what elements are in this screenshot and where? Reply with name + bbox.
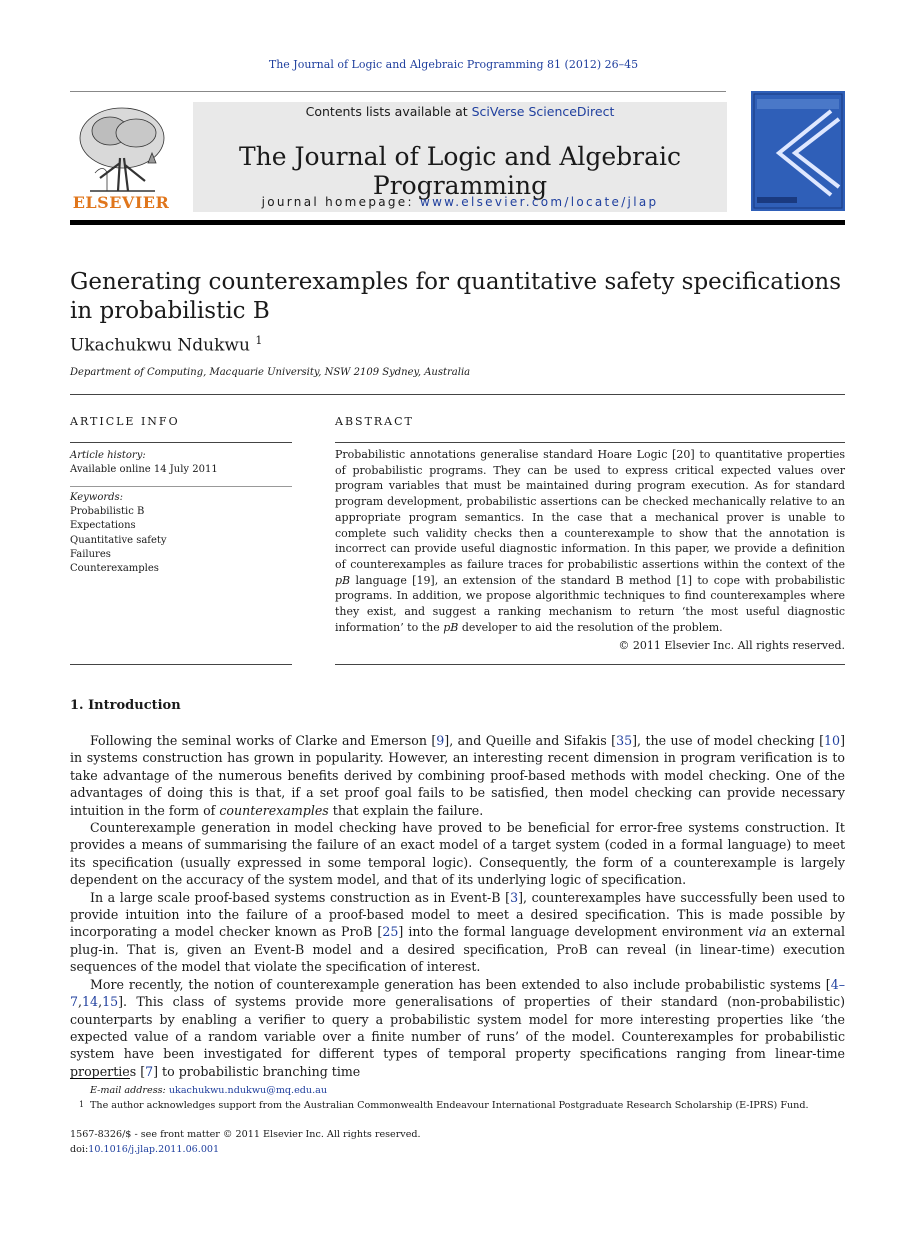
author-footnote-marker[interactable]: 1 (255, 334, 263, 347)
keyword: Failures (70, 548, 111, 560)
keyword: Quantitative safety (70, 534, 167, 546)
introduction-body (70, 732, 845, 1080)
doi-link[interactable]: 10.1016/j.jlap.2011.06.001 (88, 1144, 220, 1155)
footnote-marker: 1 (79, 1100, 85, 1109)
abstract-pb-term: pB (335, 573, 351, 587)
homepage-line (193, 195, 727, 209)
email-footnote (70, 1083, 845, 1098)
divider (70, 486, 292, 487)
history-value: Available online 14 July 2011 (70, 464, 218, 475)
email-label: E-mail address: (90, 1085, 169, 1096)
divider (335, 442, 845, 443)
author-text: Ukachukwu Ndukwu (70, 335, 250, 356)
footnote-rule (70, 1078, 130, 1079)
abstract-part: language [19], an extension of the standard B method [1] to cope with probabilistic programs. In addition, we propose algorithmic techniques to find counterexamples where they exist, and suggest a ranking mechanism to return ‘the most useful diagnostic information’ to the (335, 573, 845, 634)
paragraph: Counterexample generation in model checking have proved to be beneficial for error-free systems construction. It provides a means of summarising the failure of an exact model of a target system (coded in a formal language) to meet its specification (usually expressed in some temporal logic). Consequently, the form of a counterexample is largely dependent on the accuracy of the system model, and that of its underlying logic of specification. (70, 820, 845, 888)
abstract-text (335, 447, 845, 635)
section-heading-introduction: 1. Introduction (70, 698, 181, 713)
article-history (70, 449, 218, 477)
abstract-part: developer to aid the resolution of the problem. (458, 620, 723, 634)
affiliation: Department of Computing, Macquarie University, NSW 2109 Sydney, Australia (70, 367, 471, 378)
abstract-part: Probabilistic annotations generalise standard Hoare Logic [20] to quantitative properties of probabilistic programs. They can be used to express critical expected values over program variables that must be maintained during program execution. As for standard program development, probabilistic assertions can be checked mechanically relative to an appropriate program semantics. In the case that a mechanical prover is unable to complete such validity checks then a counterexample to show that the annotation is incorrect can provide useful diagnostic information. In this paper, we provide a definition of counterexamples as failure traces for probabilistic assertions within the context of the (335, 448, 845, 571)
author-footnote (70, 1098, 845, 1113)
email-link[interactable]: ukachukwu.ndukwu@mq.edu.au (168, 1085, 328, 1096)
citation-link[interactable]: 9 (436, 733, 445, 748)
doi-line (70, 1142, 421, 1157)
citation-link[interactable]: 14 (82, 994, 99, 1010)
article-info-heading: ARTICLE INFO (70, 415, 180, 428)
keywords-label: Keywords: (70, 492, 124, 503)
paragraph: In a large scale proof-based systems construction as in Event-B [3], counterexamples have successfully been used to provide intuition into the failure of a proof-based model to meet a desired specification. This is made possible by incorporating a model checker known as ProB [25] into the formal language development environment via an external plug-in. That is, given an Event-B model and a desired specification, ProB can reveal (in linear-time) execution sequences of the model that violate the specification of interest. (70, 889, 845, 975)
author-name (70, 334, 262, 356)
citation-link[interactable]: 25 (382, 924, 399, 940)
homepage-prefix: journal homepage: (261, 195, 420, 209)
homepage-link[interactable]: www.elsevier.com/locate/jlap (419, 195, 659, 209)
citation-link[interactable]: 4–7 (70, 976, 845, 1010)
header-rule (70, 220, 845, 225)
citation-link[interactable]: 10 (824, 733, 841, 748)
issn-line: 1567-8326/$ - see front matter © 2011 Elsevier Inc. All rights reserved. (70, 1129, 421, 1140)
paragraph: Following the seminal works of Clarke and Emerson [9], and Queille and Sifakis [35], the use of model checking [10] in systems construction has grown in popularity. However, an interesting recent dimension in program verification is to take advantage of the numerous benefits derived by combining proof-based methods with model checking. One of the advantages of doing this is that, if a set proof goal fails to be satisfied, then model checking can provide necessary intuition in the form of counterexamples that explain the failure. (70, 733, 845, 818)
doi-label: doi: (70, 1144, 89, 1155)
contents-prefix: Contents lists available at (305, 104, 472, 119)
footnotes (70, 1083, 845, 1113)
sciencedirect-link[interactable]: SciVerse ScienceDirect (471, 104, 615, 119)
divider (70, 664, 292, 665)
citation-link[interactable]: 3 (510, 889, 519, 905)
footnote-text: The author acknowledges support from the Australian Commonwealth Endeavour International Postgraduate Research Scholarship (E-IPRS) Fund. (90, 1100, 809, 1111)
citation-link[interactable]: 7 (145, 1063, 154, 1079)
keyword: Counterexamples (70, 563, 159, 575)
abstract-pb-term: pB (443, 620, 459, 634)
divider (335, 664, 845, 665)
contents-line (193, 104, 727, 119)
article-title: Generating counterexamples for quantitative safety specifications in probabilistic B (70, 269, 842, 324)
divider (70, 91, 726, 92)
divider (70, 442, 292, 443)
journal-cover-image[interactable] (751, 91, 845, 211)
citation-link[interactable]: 15 (102, 994, 119, 1010)
divider (70, 394, 845, 395)
copyright-notice: © 2011 Elsevier Inc. All rights reserved. (618, 639, 845, 652)
citation-link[interactable]: 35 (616, 733, 633, 748)
journal-title: The Journal of Logic and Algebraic Programming (238, 142, 682, 200)
keywords-list (70, 491, 167, 576)
issn-block (70, 1127, 421, 1157)
keyword: Probabilistic B (70, 506, 145, 518)
journal-reference[interactable]: The Journal of Logic and Algebraic Programming 81 (2012) 26–45 (268, 58, 639, 71)
keyword: Expectations (70, 520, 136, 532)
abstract-heading: ABSTRACT (335, 415, 414, 428)
elsevier-wordmark: ELSEVIER (72, 193, 170, 212)
paragraph: More recently, the notion of counterexample generation has been extended to also include probabilistic systems [4–7,14,15]. This class of systems provide more generalisations of properties of their standard (non-probabilistic) counterparts by enabling a verifier to query a probabilistic system model for more interesting properties like ‘the expected value of a random variable over a finite number of runs’ of the model. Counterexamples for probabilistic system have been investigated for different types of temporal property specifications ranging from linear-time properties [7] to probabilistic branching time (70, 976, 845, 1079)
history-label: Article history: (70, 450, 146, 461)
